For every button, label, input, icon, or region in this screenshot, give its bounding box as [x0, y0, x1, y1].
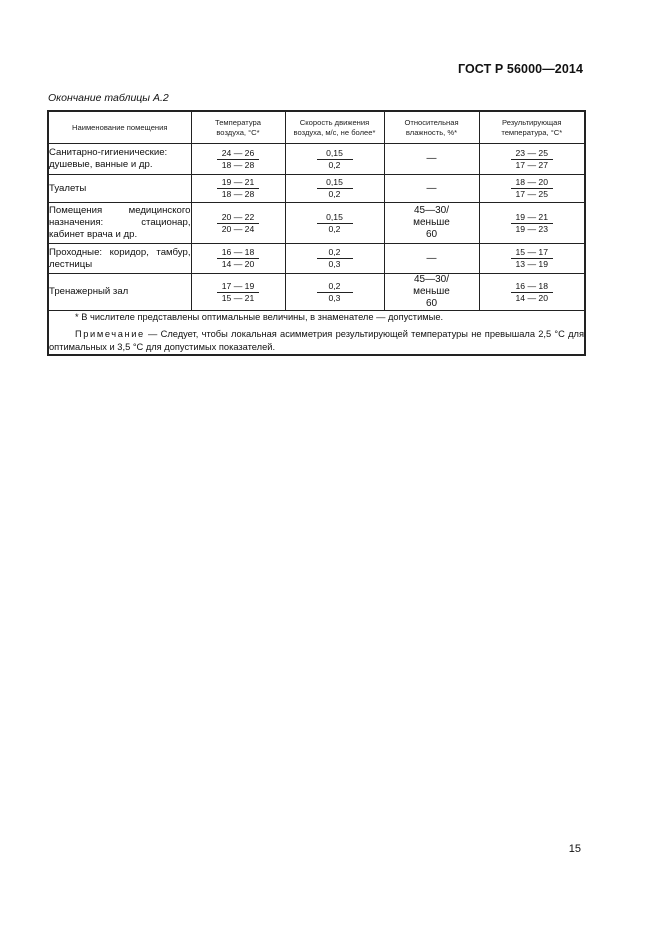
table-row	[48, 203, 585, 244]
permissible-value: 18 — 28	[221, 159, 255, 170]
room-name: Санитарно-гигиенические: душевые, ванные и др.	[48, 144, 191, 175]
result-temperature-cell	[479, 244, 585, 274]
notes-cell	[48, 311, 585, 356]
column-header: Наименование помещения	[48, 111, 191, 144]
column-header: Результирующая температура, °С*	[479, 111, 585, 144]
table-header-row	[48, 111, 585, 144]
optimal-value: 24 — 26	[217, 148, 260, 160]
optimal-value: 0,2	[317, 247, 353, 259]
permissible-value: 18 — 28	[221, 189, 255, 199]
temperature-cell	[191, 244, 285, 274]
permissible-value: 17 — 27	[515, 159, 548, 170]
optimal-value: 0,15	[317, 212, 353, 224]
optimal-value: 19 — 21	[217, 177, 260, 189]
table-row	[48, 175, 585, 203]
result-temperature-cell	[479, 144, 585, 175]
optimal-value: 17 — 19	[217, 281, 260, 293]
humidity-cell: 45—30/ меньше 60	[384, 274, 479, 311]
air-speed-cell	[285, 203, 384, 244]
result-temperature-cell	[479, 175, 585, 203]
table-row	[48, 244, 585, 274]
permissible-value: 0,2	[328, 189, 341, 199]
optimal-value: 18 — 20	[511, 177, 554, 189]
result-temperature-cell	[479, 274, 585, 311]
note-text: — Следует, чтобы локальная асимметрия результирующей температуры не превышала 2,5 °С для оптимальных и 3,5 °С для допустимых показателей.	[49, 329, 584, 352]
permissible-value: 14 — 20	[221, 259, 255, 269]
permissible-value: 0,2	[328, 223, 341, 234]
temperature-cell	[191, 203, 285, 244]
temperature-cell	[191, 274, 285, 311]
data-table	[47, 110, 586, 356]
permissible-value: 19 — 23	[515, 223, 548, 234]
humidity-cell: —	[384, 244, 479, 274]
permissible-value: 14 — 20	[515, 292, 548, 303]
column-header: Температура воздуха, °С*	[191, 111, 285, 144]
page-number: 15	[568, 843, 581, 855]
footnote: * В числителе представлены оптимальные величины, в знаменателе — допустимые.	[75, 312, 444, 322]
air-speed-cell	[285, 244, 384, 274]
air-speed-cell	[285, 144, 384, 175]
table-row	[48, 144, 585, 175]
permissible-value: 15 — 21	[221, 292, 255, 303]
optimal-value: 0,15	[317, 177, 353, 189]
optimal-value: 16 — 18	[217, 247, 260, 259]
optimal-value: 19 — 21	[511, 212, 554, 224]
optimal-value: 15 — 17	[511, 247, 554, 259]
permissible-value: 0,3	[328, 259, 341, 269]
standard-number: ГОСТ Р 56000—2014	[457, 62, 583, 76]
temperature-cell	[191, 175, 285, 203]
optimal-value: 16 — 18	[511, 281, 554, 293]
column-header: Скорость движения воздуха, м/с, не более*	[285, 111, 384, 144]
temperature-cell	[191, 144, 285, 175]
permissible-value: 0,3	[328, 292, 341, 303]
humidity-cell: 45—30/ меньше 60	[384, 203, 479, 244]
permissible-value: 0,2	[328, 159, 341, 170]
air-speed-cell	[285, 175, 384, 203]
room-name: Туалеты	[48, 175, 191, 203]
note-label: Примечание	[75, 329, 145, 339]
optimal-value: 20 — 22	[217, 212, 260, 224]
humidity-cell: —	[384, 144, 479, 175]
table-row	[48, 274, 585, 311]
result-temperature-cell	[479, 203, 585, 244]
humidity-cell: —	[384, 175, 479, 203]
room-name: Тренажерный зал	[48, 274, 191, 311]
optimal-value: 0,2	[317, 281, 353, 293]
air-speed-cell	[285, 274, 384, 311]
table-caption: Окончание таблицы А.2	[48, 92, 169, 104]
permissible-value: 17 — 25	[515, 189, 548, 199]
notes-row	[48, 311, 585, 356]
permissible-value: 13 — 19	[515, 259, 548, 269]
optimal-value: 23 — 25	[511, 148, 554, 160]
room-name: Помещения медицинского назначения: стационар, кабинет врача и др.	[48, 203, 191, 244]
permissible-value: 20 — 24	[221, 223, 255, 234]
column-header: Относительная влажность, %*	[384, 111, 479, 144]
optimal-value: 0,15	[317, 148, 353, 160]
note	[49, 328, 584, 354]
room-name: Проходные: коридор, тамбур, лестницы	[48, 244, 191, 274]
